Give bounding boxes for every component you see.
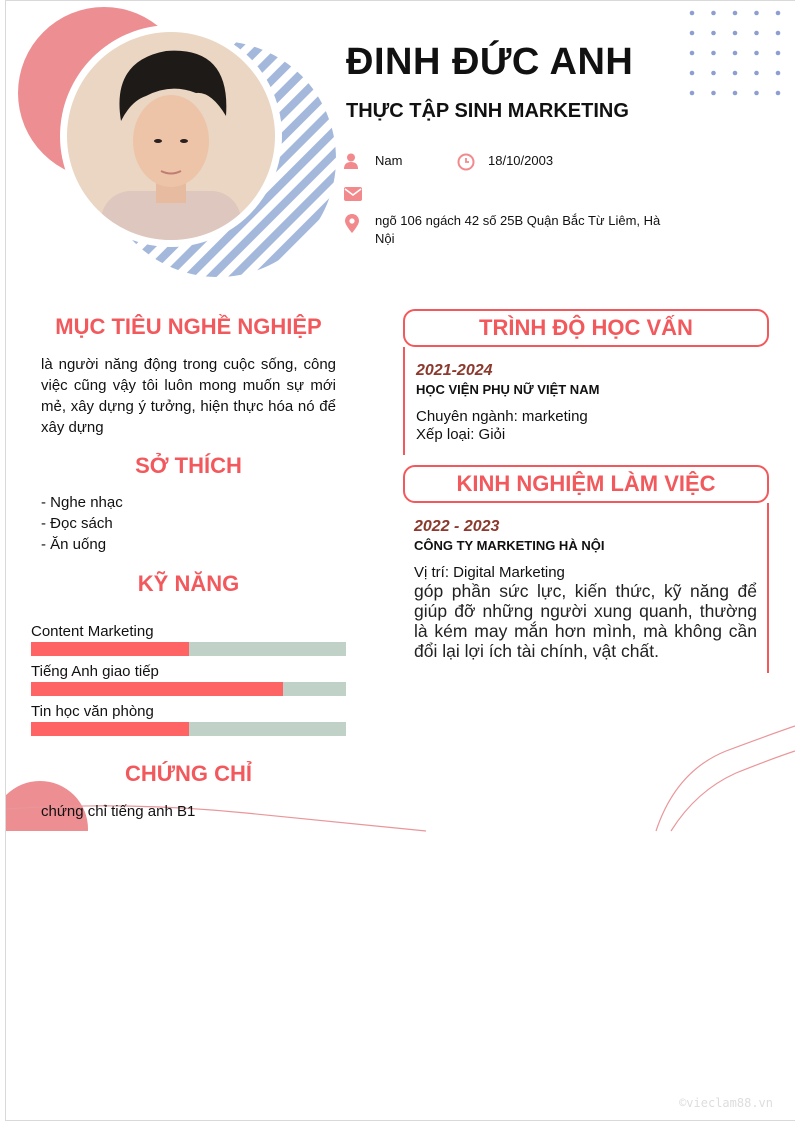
education-period: 2021-2024 [416,362,493,379]
experience-period: 2022 - 2023 [414,518,500,535]
decorative-dot [733,11,738,16]
decorative-dot [754,91,759,96]
skill-label: Tiếng Anh giao tiếp [31,663,159,680]
address-value: ngõ 106 ngách 42 số 25B Quận Bắc Từ Liêm, Hà Nội [375,213,661,246]
experience-title: KINH NGHIỆM LÀM VIỆC [403,465,769,503]
experience-border [767,503,769,673]
candidate-role: THỰC TẬP SINH MARKETING [346,100,629,122]
education-grade: Xếp loại: Giỏi [416,426,506,443]
education-border [403,347,405,455]
experience-position: Vị trí: Digital Marketing [414,564,565,581]
decorative-dot [690,51,695,56]
decorative-dot [711,91,716,96]
skills-title: KỸ NĂNG [137,571,240,596]
decorative-dot [733,91,738,96]
skill-bar-fill [31,682,283,696]
decorative-dot [776,51,781,56]
decorative-dot [776,71,781,76]
decorative-dot [733,71,738,76]
experience-description: góp phần sức lực, kiến thức, kỹ năng để giúp đỡ những người xung quanh, thường là kém may mắn hơn mình, mà không cần đổi lại lợi ích tài chính, vật chất. [414,581,757,661]
decorative-dot [754,71,759,76]
decorative-dot [690,71,695,76]
education-title: TRÌNH ĐỘ HỌC VẤN [403,309,769,347]
certificate-item: chứng chỉ tiếng anh B1 [41,803,196,820]
decorative-dot [776,31,781,36]
decorative-dot [776,91,781,96]
decorative-dot [733,31,738,36]
skill-bar-fill [31,722,189,736]
decorative-dot [711,51,716,56]
gender-value: Nam [375,153,403,168]
watermark: ©vieclam88.vn [679,1096,773,1110]
decorative-dot [776,11,781,16]
decorative-background [6,1,795,1120]
birthday-value: 18/10/2003 [488,153,554,168]
decorative-dot [754,11,759,16]
clock-icon [457,153,475,176]
dot-grid-decoration [690,11,781,96]
cv-page [5,0,795,1121]
decorative-dot [711,71,716,76]
skill-label: Content Marketing [31,623,154,640]
experience-company: CÔNG TY MARKETING HÀ NỘI [414,538,605,553]
hobby-item: - Ăn uống [41,536,107,553]
location-icon [345,214,359,238]
decorative-dot [711,11,716,16]
career-goal-title: MỤC TIÊU NGHỀ NGHIỆP [55,314,322,339]
skill-bar-office [31,722,346,736]
decorative-dot [690,11,695,16]
skill-label: Tin học văn phòng [31,703,154,720]
career-goal-text: là người năng động trong cuộc sống, công việc cũng vậy tôi luôn mong muốn sự mới mẻ, xây dựng ý tưởng, hiện thực hóa nó để xây dựng [41,356,336,436]
hobbies-title: SỞ THÍCH [135,453,242,478]
education-major: Chuyên ngành: marketing [416,408,588,425]
skill-bar-fill [31,642,189,656]
education-school: HỌC VIỆN PHỤ NỮ VIỆT NAM [416,382,600,397]
decorative-dot [711,31,716,36]
decorative-dot [690,91,695,96]
skill-bar-english [31,682,346,696]
decorative-dot [754,51,759,56]
skill-bar-content-marketing [31,642,346,656]
hobby-item: - Đọc sách [41,515,113,532]
hobby-item: - Nghe nhạc [41,494,123,511]
certificates-title: CHỨNG CHỈ [124,761,253,786]
decorative-dot [754,31,759,36]
decorative-dot [690,31,695,36]
mail-icon [344,187,362,206]
candidate-name: ĐINH ĐỨC ANH [346,41,634,83]
user-icon [344,153,358,174]
decorative-dot [733,51,738,56]
